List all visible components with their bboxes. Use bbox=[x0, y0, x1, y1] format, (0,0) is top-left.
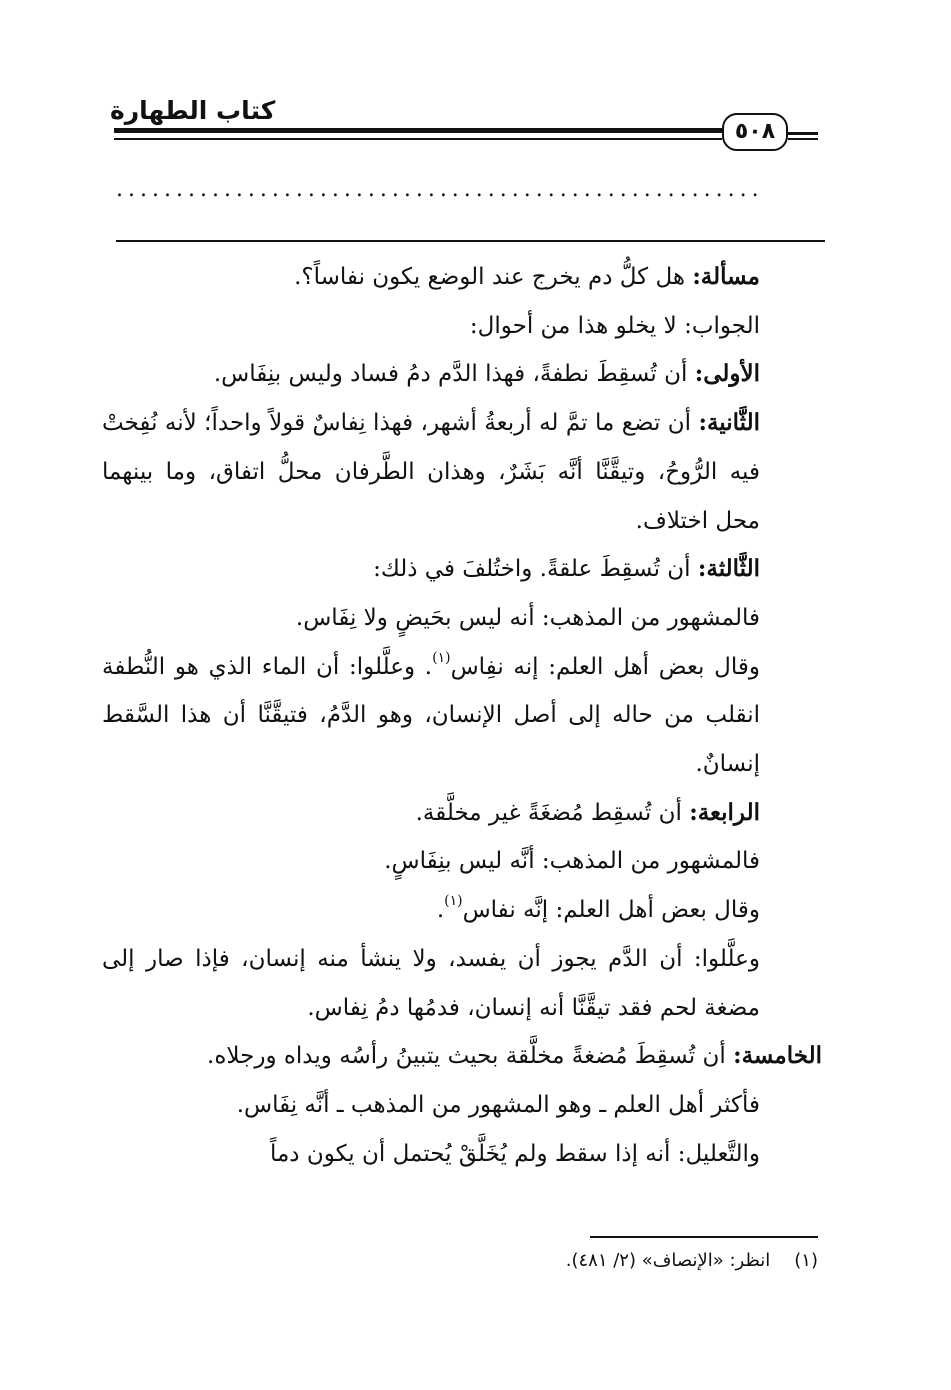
paragraph-text: أن تُسقِطَ مُضغةً مخلَّقة بحيث يتبينُ رأسُه ويداه ورجلاه. bbox=[207, 1043, 734, 1070]
paragraph-case-5-majority bbox=[102, 1081, 822, 1130]
paragraph-label: الأولى: bbox=[694, 360, 760, 388]
paragraph-text: الجواب: لا يخلو هذا من أحوال: bbox=[469, 312, 760, 339]
footnote-divider bbox=[590, 1236, 818, 1238]
paragraph-text: أن تُسقِطَ علقةً. واختُلفَ في ذلك: bbox=[373, 556, 698, 583]
paragraph-text: وقال بعض أهل العلم: إنه نفِاس bbox=[450, 653, 760, 680]
footnote-number: (١) bbox=[794, 1250, 818, 1271]
footnote-1 bbox=[300, 1246, 818, 1276]
paragraph-text-cont: . bbox=[436, 897, 445, 924]
paragraph-case-5 bbox=[102, 1032, 822, 1081]
paragraph-question bbox=[102, 253, 822, 302]
badge-tail-line-1 bbox=[788, 132, 818, 135]
paragraph-text: فأكثر أهل العلم ـ وهو المشهور من المذهب ـ أنَّه نِفَاس. bbox=[236, 1091, 760, 1118]
paragraph-text: هل كلُّ دم يخرج عند الوضع يكون نفاساً؟. bbox=[294, 264, 693, 290]
footnote-reference[interactable]: (١) bbox=[432, 649, 451, 666]
header-double-rule bbox=[114, 128, 722, 144]
footnote-reference[interactable]: (١) bbox=[444, 893, 463, 910]
page-number-badge: ٥٠٨ bbox=[722, 113, 788, 151]
running-header-title: كتاب الطهارة bbox=[110, 96, 276, 125]
paragraph-text: أن تُسقِط مُضغَةً غير مخلَّقة. bbox=[415, 799, 690, 826]
paragraph-text: فالمشهور من المذهب: أنه ليس بحَيضٍ ولا نِفَاس. bbox=[295, 604, 760, 631]
paragraph-text: أن تضع ما تمَّ له أربعةُ أشهر، فهذا نِفاسٌ قولاً واحداً؛ لأنه نُفِختْ فيه الرُّوحُ، وتيقَّنَّا أنَّه بَشَرٌ، وهذان الطَّرفان محلُّ اتفاق، وما بينهما محل اختلاف. bbox=[102, 410, 760, 534]
paragraph-case-4-madhab bbox=[102, 837, 822, 886]
header-thin-line bbox=[114, 138, 722, 140]
header-thick-line bbox=[114, 128, 722, 133]
paragraph-label: الخامسة: bbox=[733, 1042, 822, 1070]
badge-tail-line-2 bbox=[788, 138, 818, 140]
paragraph-case-3 bbox=[102, 545, 822, 594]
continuation-dots: ...................................................... bbox=[116, 180, 764, 200]
paragraph-text: أن تُسقِطَ نطفةً، فهذا الدَّم دمُ فساد وليس بنِفَاس. bbox=[213, 361, 695, 388]
badge-tail-lines bbox=[788, 128, 818, 144]
paragraph-text: وقال بعض أهل العلم: إنَّه نفاس bbox=[462, 897, 760, 924]
section-divider bbox=[116, 240, 825, 242]
main-text bbox=[102, 253, 822, 1233]
paragraph-text: فالمشهور من المذهب: أنَّه ليس بنِفَاسٍ. bbox=[384, 848, 760, 875]
paragraph-case-4 bbox=[102, 789, 822, 838]
paragraph-case-2 bbox=[102, 399, 822, 545]
paragraph-label: الثَّالثة: bbox=[697, 555, 760, 583]
paragraph-label: مسألة: bbox=[692, 263, 760, 290]
paragraph-case-5-reason bbox=[102, 1130, 822, 1179]
paragraph-case-4-reason bbox=[102, 935, 822, 1032]
paragraph-case-4-opinion bbox=[102, 886, 822, 935]
paragraph-text-cont: . وعلَّلوا: أن الماء الذي هو النُّطفة انقلب من حاله إلى أصل الإنسان، وهو الدَّمُ، فتيقَّنَّا أن هذا السَّقط إنسانٌ. bbox=[102, 653, 760, 778]
paragraph-case-3-opinion bbox=[102, 643, 822, 789]
paragraph-case-3-madhab bbox=[102, 594, 822, 643]
paragraph-case-1 bbox=[102, 350, 822, 399]
footnote-text: انظر: «الإنصاف» (٢/ ٤٨١). bbox=[565, 1250, 771, 1271]
paragraph-label: الرابعة: bbox=[689, 798, 760, 826]
paragraph-answer bbox=[102, 302, 822, 351]
paragraph-label: الثَّانية: bbox=[698, 409, 760, 437]
paragraph-text: وعلَّلوا: أن الدَّم يجوز أن يفسد، ولا ينشأ منه إنسان، فإذا صار إلى مضغة لحم فقد تيقَّنَّا أنه إنسان، فدمُها دمُ نِفاس. bbox=[102, 945, 760, 1021]
paragraph-text: والتَّعليل: أنه إذا سقط ولم يُخَلَّقْ يُحتمل أن يكون دماً bbox=[269, 1140, 760, 1167]
